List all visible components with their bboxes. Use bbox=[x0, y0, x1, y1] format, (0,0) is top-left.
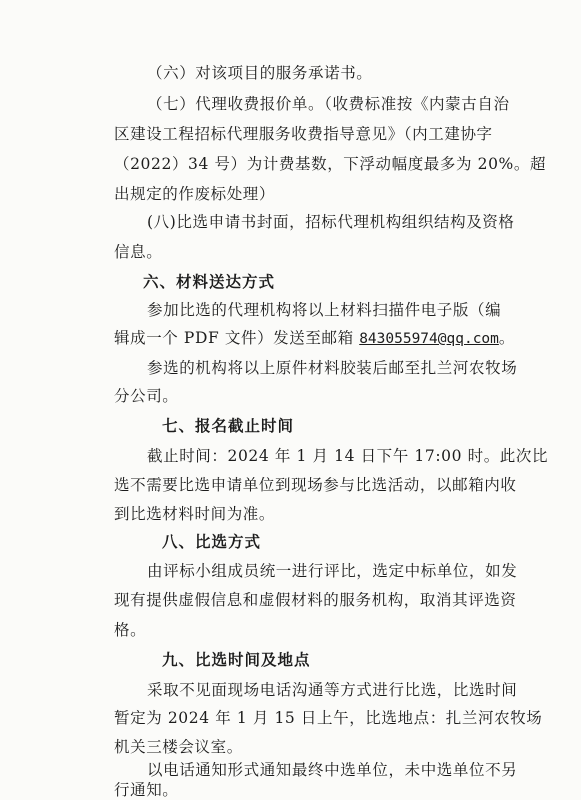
s8-line-2: 现有提供虚假信息和虚假材料的服务机构，取消其评选资 bbox=[114, 591, 517, 609]
s8-line-1: 由评标小组成员统一进行评比，选定中标单位，如发 bbox=[147, 562, 518, 580]
item-8-line-2: 信息。 bbox=[114, 243, 163, 261]
s9-p2-line-2: 行通知。 bbox=[114, 781, 179, 799]
item-7-line-2: 区建设工程招标代理服务收费指导意见》（内工建协字 bbox=[114, 125, 493, 143]
section-7-heading: 七、报名截止时间 bbox=[162, 416, 295, 435]
section-6-heading: 六、材料送达方式 bbox=[143, 272, 276, 291]
item-7-line-3: （2022）34 号）为计费基数，下浮动幅度最多为 20%。超 bbox=[114, 155, 547, 173]
s9-p2-line-1: 以电话通知形式通知最终中选单位，未中选单位不另 bbox=[147, 761, 518, 779]
s6-p1-line-2 bbox=[114, 328, 515, 349]
section-8-heading: 八、比选方式 bbox=[162, 532, 262, 551]
s7-line-3: 到比选材料时间为准。 bbox=[114, 505, 276, 523]
s6-p1-suffix: 。 bbox=[498, 329, 515, 347]
section-9-heading: 九、比选时间及地点 bbox=[162, 650, 311, 669]
item-6: （六）对该项目的服务承诺书。 bbox=[147, 64, 373, 82]
s9-p1-line-2: 暂定为 2024 年 1 月 15 日上午，比选地点：扎兰河农牧场 bbox=[114, 709, 543, 727]
item-8-line-1: (八)比选申请书封面，招标代理机构组织结构及资格 bbox=[147, 213, 515, 231]
s6-p2-line-2: 分公司。 bbox=[114, 387, 179, 405]
item-7-line-1: （七）代理收费报价单。（收费标准按《内蒙古自治 bbox=[147, 95, 510, 113]
email-link[interactable]: 843055974@qq.com bbox=[359, 331, 499, 347]
s6-p1-line-1: 参加比选的代理机构将以上材料扫描件电子版（编 bbox=[147, 301, 502, 319]
s7-line-1: 截止时间：2024 年 1 月 14 日下午 17:00 时。此次比 bbox=[147, 447, 549, 465]
s6-p2-line-1: 参选的机构将以上原件材料胶装后邮至扎兰河农牧场 bbox=[147, 359, 518, 377]
s8-line-3: 格。 bbox=[114, 621, 147, 639]
s6-p1-prefix: 辑成一个 PDF 文件）发送至邮箱 bbox=[114, 329, 360, 347]
s9-p1-line-1: 采取不见面现场电话沟通等方式进行比选，比选时间 bbox=[147, 681, 518, 699]
s9-p1-line-3: 机关三楼会议室。 bbox=[114, 738, 243, 756]
s7-line-2: 选不需要比选申请单位到现场参与比选活动，以邮箱内收 bbox=[114, 476, 517, 494]
item-7-line-4: 出规定的作废标处理） bbox=[114, 185, 276, 203]
